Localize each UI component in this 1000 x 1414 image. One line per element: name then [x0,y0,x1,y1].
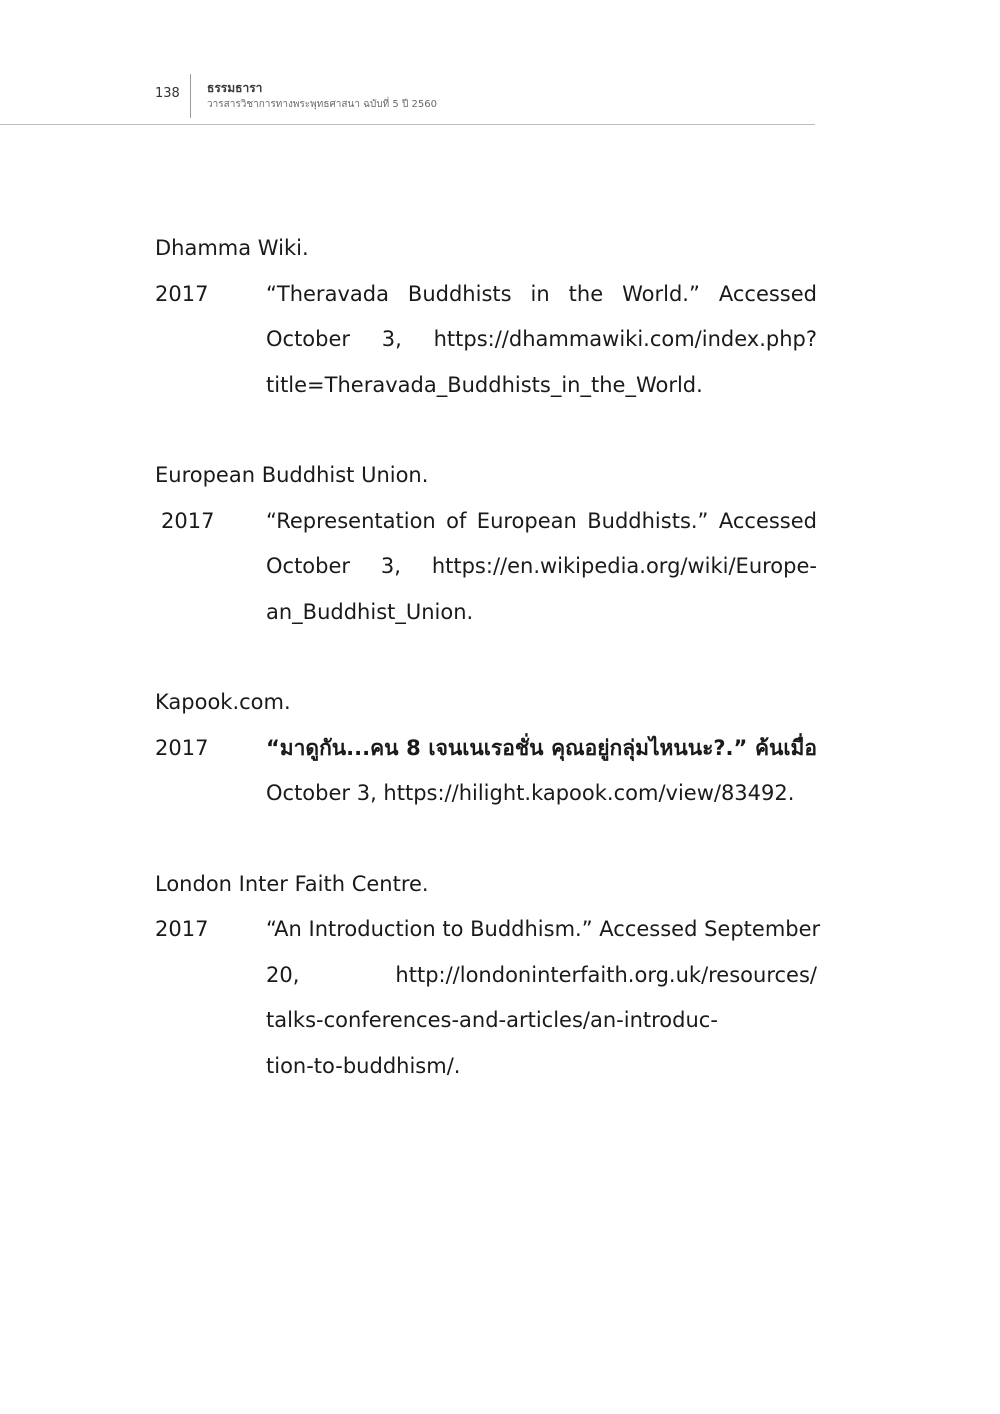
reference-body [155,499,817,636]
reference-line: “An Introduction to Buddhism.” Accessed September [266,917,821,941]
reference-author: London Inter Faith Centre. [155,871,429,896]
reference-body [155,272,817,409]
reference-line: October 3, https://en.wikipedia.org/wiki/Europe- [266,554,817,578]
reference-line: tion-to-buddhism/. [266,1053,461,1078]
reference-body [155,726,817,817]
reference-year: 2017 [155,281,209,306]
reference-line: an_Buddhist_Union. [266,599,474,624]
reference-author: Dhamma Wiki. [155,236,309,260]
reference-line: talks-conferences-and-articles/an-introduc- [266,1008,718,1032]
journal-name: ธรรมธารา [207,81,263,95]
reference-entry [155,453,817,635]
reference-entry [155,680,817,817]
reference-line: “Theravada Buddhists in the World.” Accessed [266,281,817,306]
reference-line: October 3, https://dhammawiki.com/index.php? [266,327,817,351]
reference-entry [155,226,817,408]
reference-body [155,907,821,1089]
reference-author: Kapook.com. [155,690,291,714]
journal-subtitle: วารสารวิชาการทางพระพุทธศาสนา ฉบับที่ 5 ปี 2560 [207,99,437,110]
reference-line: October 3, https://hilight.kapook.com/view/83492. [266,781,795,805]
header-divider [190,74,191,118]
reference-year: 2017 [161,508,215,533]
page-header [0,74,815,125]
reference-year: 2017 [155,917,209,941]
reference-author: European Buddhist Union. [155,463,429,487]
reference-line: 20, http://londoninterfaith.org.uk/resources/ [266,962,817,987]
reference-entry [155,862,821,1090]
reference-year: 2017 [155,735,209,760]
page-number: 138 [155,86,180,101]
reference-line: title=Theravada_Buddhists_in_the_World. [266,372,703,397]
reference-line: “มาดูกัน...คน 8 เจนเนเรอชั่น คุณอยู่กลุ่มไหนนะ?.” ค้นเมื่อ [266,735,817,760]
reference-line: “Representation of European Buddhists.” Accessed [266,508,817,533]
reference-list [155,226,821,1134]
